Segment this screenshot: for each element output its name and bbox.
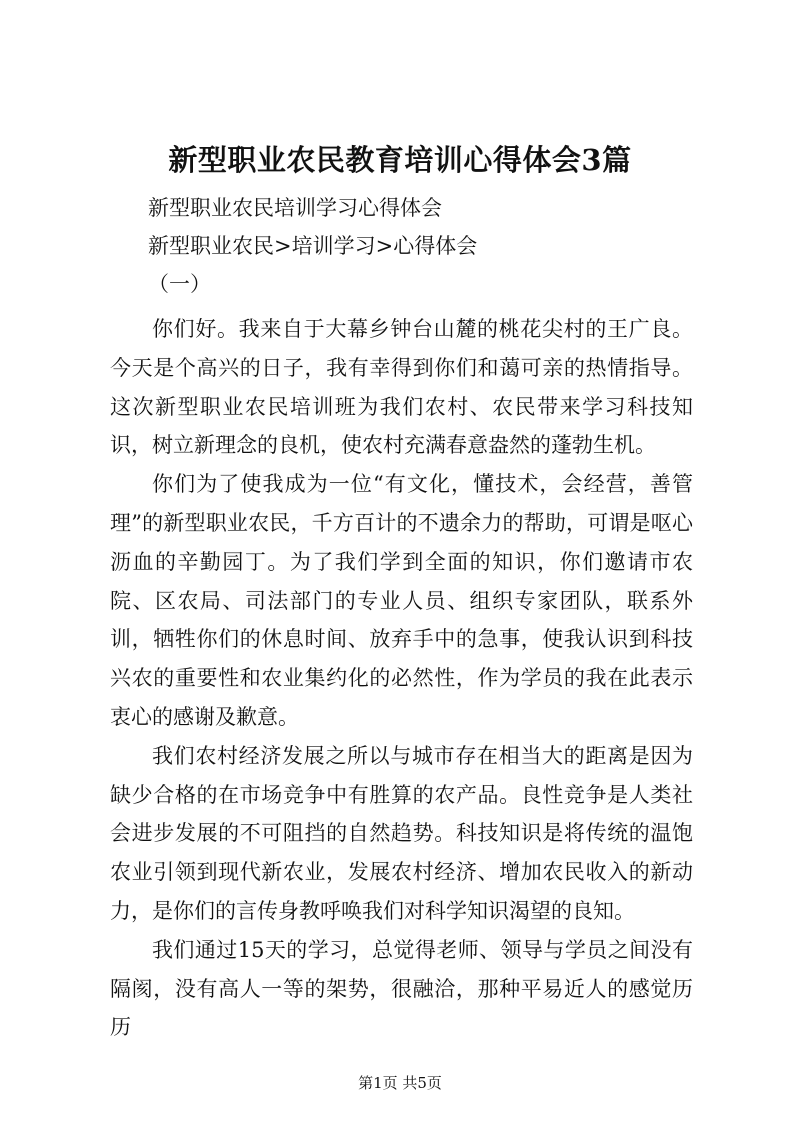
body-paragraph: 我们农村经济发展之所以与城市存在相当大的距离是因为缺少合格的在市场竞争中有胜算的农产品。良性竞争是人类社会进步发展的不可阻挡的自然趋势。科技知识是将传统的温饱农业引领到现代新农业，发展农村经济、增加农民收入的新动力，是你们的言传身教呼唤我们对科学知识渴望的良知。 [110,743,693,923]
category-breadcrumb: 新型职业农民>培训学习>心得体会 [148,234,478,258]
section-marker: （一） [148,272,211,296]
document-body [110,310,693,1047]
document-title: 新型职业农民教育培训心得体会3篇 [168,143,632,177]
body-paragraph: 我们通过15天的学习，总觉得老师、领导与学员之间没有隔阂，没有高人一等的架势，很融洽，那种平易近人的感觉历历 [110,937,693,1040]
body-paragraph: 你们好。我来自于大幕乡钟台山麓的桃花尖村的王广良。今天是个高兴的日子，我有幸得到你们和蔼可亲的热情指导。这次新型职业农民培训班为我们农村、农民带来学习科技知识，树立新理念的良机，使农村充满春意盎然的蓬勃生机。 [110,317,693,458]
subtitle-line: 新型职业农民培训学习心得体会 [148,196,442,220]
page-footer: 第1页 共5页 [358,1074,442,1092]
body-paragraph: 你们为了使我成为一位“有文化，懂技术，会经营，善管理”的新型职业农民，千方百计的不遗余力的帮助，可谓是呕心沥血的辛勤园丁。为了我们学到全面的知识，你们邀请市农院、区农局、司法部门的专业人员、组织专家团队，联系外训，牺牲你们的休息时间、放弃手中的急事，使我认识到科技兴农的重要性和农业集约化的必然性，作为学员的我在此表示衷心的感谢及歉意。 [110,472,693,729]
